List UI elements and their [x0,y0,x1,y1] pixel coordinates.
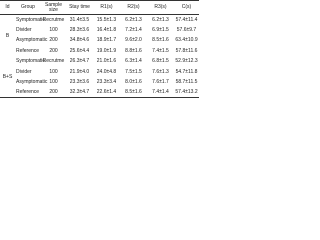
table-cell: 21.0±1.6 [96,58,117,65]
results-table [0,0,199,98]
table-cell: 63.4±10.9 [175,37,198,44]
column-header-index: Id [0,1,15,15]
column-header-r2: R2(s) [120,1,147,15]
table-cell: 200 [49,47,58,54]
group-cell: Asymptomatic [16,37,48,44]
block-label: B [5,32,10,39]
table-cell: 57.4±11.4 [175,16,198,23]
group-cell: Symptomatic [16,58,45,65]
table-cell: 100 [49,68,58,75]
table-cell: 23.3±3.6 [69,79,90,86]
table-cell: 16.4±1.8 [96,27,117,34]
table-cell: 6.3±1.4 [125,58,142,65]
table-cell: 24.0±4.8 [96,68,117,75]
table-cell: Recrutme [42,16,65,23]
table-cell: 7.4±1.5 [152,47,169,54]
table-cell: 7.6±1.3 [152,68,169,75]
table-row [0,35,199,45]
column-header-r3: R3(s) [147,1,174,15]
table-cell: 7.6±1.7 [152,79,169,86]
column-header-sample-size: Sample size [41,1,66,15]
table-row [0,77,199,87]
group-cell: Symptomatic [16,16,45,23]
table-row [0,46,199,56]
table-cell: 9.6±2.0 [125,37,142,44]
table-row [0,15,199,25]
table-cell: 6.2±1.3 [152,16,169,23]
table-cell: 200 [41,87,66,97]
table-cell: 57.6±9.7 [176,27,197,34]
table-cell: 8.5±1.6 [120,87,147,97]
table-cell: 26.3±4.7 [69,58,90,65]
table-cell: 8.8±1.6 [125,47,142,54]
table-header-row [0,1,199,15]
table-cell: 7.4±1.4 [147,87,174,97]
column-header-group: Group [15,1,41,15]
table-cell: 7.5±1.5 [125,68,142,75]
table-cell: 21.9±4.0 [69,68,90,75]
table-cell: 23.3±3.4 [96,79,117,86]
group-cell: Divider [16,68,32,75]
table-row [0,66,199,76]
table-cell: 32.3±4.7 [66,87,93,97]
table-cell: 52.9±12.3 [175,58,198,65]
column-header-stay-time: Stay time [66,1,93,15]
group-cell: Asymptomatic [16,79,48,86]
table-cell: 200 [49,37,58,44]
table-cell: Recrutme [42,58,65,65]
table-cell: 19.0±1.9 [96,47,117,54]
table-cell: 57.8±11.6 [175,47,198,54]
table-cell: 8.0±1.6 [125,79,142,86]
block-label: B+S [0,56,15,98]
table-row [0,87,199,97]
table-cell: 7.2±1.4 [125,27,142,34]
table-cell: 57.4±13.2 [174,87,199,97]
table-row [0,56,199,66]
table-cell: 18.9±1.7 [96,37,117,44]
column-header-c: C(s) [174,1,199,15]
table-cell: 58.7±11.5 [175,79,198,86]
table-cell: 15.5±1.3 [96,16,117,23]
table-cell: 54.7±11.8 [175,68,198,75]
table-cell: 31.4±3.5 [69,16,90,23]
table-cell: 6.2±1.3 [125,16,142,23]
group-cell: Reference [15,87,41,97]
table-row [0,25,199,35]
table-cell: 6.9±1.5 [152,27,169,34]
column-header-r1: R1(s) [93,1,120,15]
table-cell: 100 [49,79,58,86]
table-cell: 8.5±1.6 [152,37,169,44]
table-cell: 25.6±4.4 [69,47,90,54]
table-cell: 100 [49,27,58,34]
table-cell: 34.8±4.6 [69,37,90,44]
table-cell: 28.3±3.6 [69,27,90,34]
group-cell: Divider [16,27,32,34]
table-cell: 22.6±1.4 [93,87,120,97]
table-cell: 6.8±1.5 [152,58,169,65]
group-cell: Reference [16,47,40,54]
